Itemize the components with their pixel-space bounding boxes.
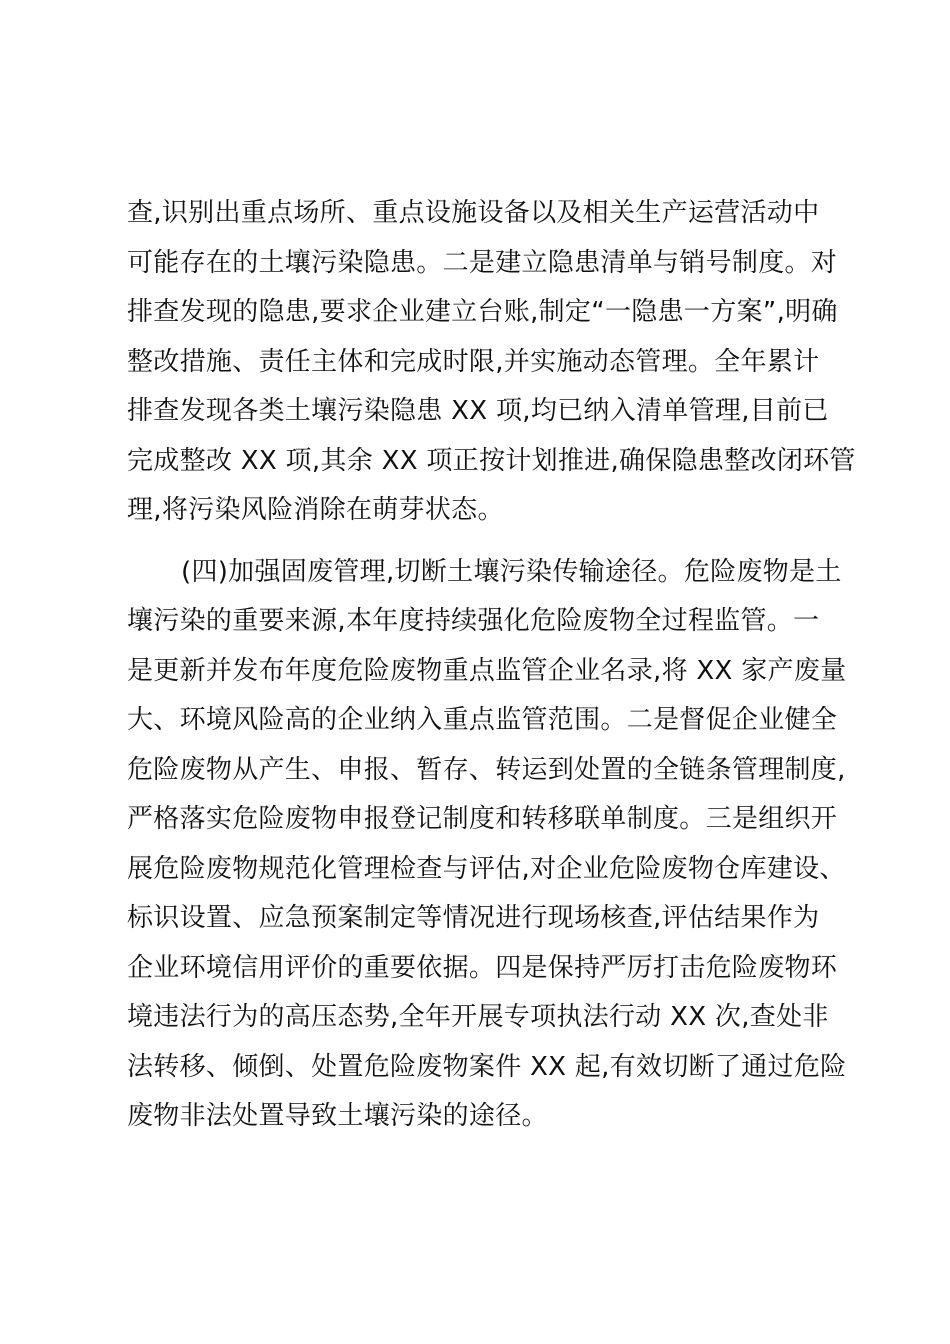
text-line: 标识设置、应急预案制定等情况进行现场核查,评估结果作为	[127, 903, 820, 933]
text-line: 理,将污染风险消除在萌芽状态。	[127, 495, 504, 525]
text-line: 查,识别出重点场所、重点设施设备以及相关生产运营活动中	[127, 198, 820, 228]
text-line: 展危险废物规范化管理检查与评估,对企业危险废物仓库建设、	[127, 853, 846, 884]
text-line: 是更新并发布年度危险废物重点监管企业名录,将 XX 家产废量	[127, 655, 847, 686]
text-line: 可能存在的土壤污染隐患。二是建立隐患清单与销号制度。对	[127, 247, 838, 278]
section-heading-line: (四)加强固废管理,切断土壤污染传输途径。危险废物是土	[181, 556, 842, 587]
text-line: 完成整改 XX 项,其余 XX 项正按计划推进,确保隐患整改闭环管	[127, 445, 856, 476]
paragraph-hidden-danger-management	[127, 192, 856, 539]
text-line: 危险废物从产生、申报、暂存、转运到处置的全链条管理制度,	[127, 754, 846, 785]
document-body	[127, 192, 856, 1145]
text-line: 壤污染的重要来源,本年度持续强化危险废物全过程监管。一	[127, 606, 820, 636]
text-line: 排查发现各类土壤污染隐患 XX 项,均已纳入清单管理,目前已	[127, 396, 829, 426]
text-line: 废物非法处置导致土壤污染的途径。	[127, 1101, 548, 1131]
text-line: 境违法行为的高压态势,全年开展专项执法行动 XX 次,查处非	[127, 1002, 829, 1032]
text-line: 法转移、倾倒、处置危险废物案件 XX 起,有效切断了通过危险	[127, 1051, 847, 1082]
paragraph-solid-waste-management	[127, 551, 847, 1145]
text-line: 排查发现的隐患,要求企业建立台账,制定“一隐患一方案”,明确	[127, 297, 838, 327]
text-line: 大、环境风险高的企业纳入重点监管范围。二是督促企业健全	[127, 705, 838, 735]
text-line: 整改措施、责任主体和完成时限,并实施动态管理。全年累计	[127, 346, 820, 377]
text-line: 严格落实危险废物申报登记制度和转移联单制度。三是组织开	[127, 804, 838, 834]
text-line: 企业环境信用评价的重要依据。四是保持严厉打击危险废物环	[127, 952, 838, 983]
